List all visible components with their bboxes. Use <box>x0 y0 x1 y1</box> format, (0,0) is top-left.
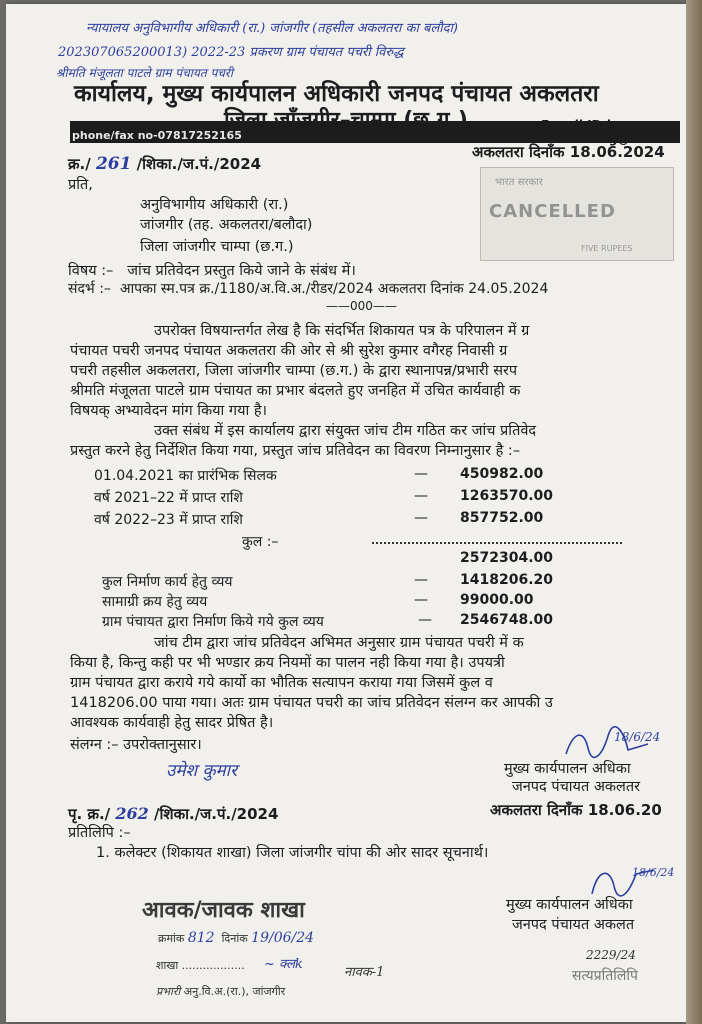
ledger-dash: — <box>414 592 428 608</box>
reference-line: संदर्भ :– आपका स्म.पत्र क्र./1180/अ.वि.अ./रीडर/2024 अकलतरा दिनांक 24.05.2024 <box>68 281 549 297</box>
para1-line: पंचायत पचरी जनपद पंचायत अकलतरा की ओर से श्री सुरेश कुमार वगैरह निवासी ग्र <box>70 343 508 359</box>
ledger-dash: — <box>414 488 428 504</box>
phone-fax: phone/fax no-07817252165 <box>72 129 242 142</box>
ledger-expense-label: सामाग्री क्रय हेतु व्यय <box>102 594 208 610</box>
pratilipi-item: 1. कलेक्टर (शिकायत शाखा) जिला जांजगीर चांपा की ओर सादर सूचनार्थ। <box>96 845 489 861</box>
inward-footer: प्रभारी अनु.वि.अ.(रा.), जांजगीर <box>156 985 286 998</box>
para3-line: आवश्यक कार्यवाही हेतु सादर प्रेषित है। <box>70 715 274 731</box>
para2-line: उक्त संबंध में इस कार्यालय द्वारा संयुक्त जांच टीम गठित कर जांच प्रतिवेद <box>154 423 537 439</box>
handwritten-line-3: श्रीमति मंजूलता पाटले ग्राम पंचायत पचरी <box>56 66 233 80</box>
signature-2-date: 18/6/24 <box>632 866 675 879</box>
ledger-row-label: वर्ष 2021–22 में प्राप्त राशि <box>94 490 243 506</box>
para2-line: प्रस्तुत करने हेतु निर्देशित किया गया, प्रस्तुत जांच प्रतिवेदन का विवरण निम्नानुसार है :– <box>70 443 521 459</box>
letterhead-title-line1: कार्यालय, मुख्य कार्यपालन अधिकारी जनपद पंचायत अकलतरा <box>74 81 599 107</box>
para3-line: ग्राम पंचायत द्वारा कराये गये कार्यो का भौतिक सत्यापन कराया गया जिसमें कुल व <box>70 675 493 691</box>
letter-number: क्र./ 261 /शिका./ज.पं./2024 <box>68 154 262 174</box>
para3-line: 1418206.00 पाया गया। अतः ग्राम पंचायत पचरी का जांच प्रतिवेदन संलग्न कर आपकी उ <box>70 695 553 711</box>
ledger-row-label: वर्ष 2022–23 में प्राप्त राशि <box>94 512 243 528</box>
copy-date: अकलतरा दिनाँक 18.06.20 <box>490 801 662 819</box>
para3-line: जांच टीम द्वारा जांच प्रतिवेदन अभिमत अनुसार ग्राम पंचायत पचरी में क <box>154 635 524 651</box>
ledger-expense-amount: 99000.00 <box>460 592 534 608</box>
inward-kramank: क्रमांक 812 दिनांक 19/06/24 <box>158 930 315 946</box>
subject-line: विषय :– जांच प्रतिवेदन प्रस्तुत किये जाने के संबंध में। <box>68 263 356 279</box>
ledger-expense-label: कुल निर्माण कार्य हेतु व्यय <box>102 574 233 590</box>
pratilipi-label: प्रतिलिपि :– <box>68 825 131 841</box>
para1-line: पचरी तहसील अकलतरा, जिला जांजगीर चाम्पा (छ.ग.) के द्वारा स्थानापन्न/प्रभारी सरप <box>70 363 518 379</box>
letter-date: अकलतरा दिनाँक 18.06.2024 <box>472 143 665 161</box>
inward-signature: ~ क्लk <box>264 957 303 972</box>
ledger-dash: — <box>414 572 428 588</box>
to-line-2: जांजगीर (तह. अकलतरा/बलौदा) <box>140 217 313 233</box>
ledger-row-label: 01.04.2021 का प्रारंभिक सिलक <box>94 468 277 484</box>
para1-line: विषयक् अभ्यावेदन मांग किया गया है। <box>70 403 268 419</box>
revenue-stamp: भारत सरकार CANCELLED FIVE RUPEES <box>480 167 674 261</box>
ledger-expense-amount: 1418206.20 <box>460 572 553 588</box>
signature-2-office: जनपद पंचायत अकलत <box>512 917 635 933</box>
ledger-dash: — <box>414 510 428 526</box>
ledger-total-label: कुल :– <box>242 534 279 550</box>
total-dotted-line <box>372 542 622 544</box>
para3-line: किया है, किन्तु कही पर भी भण्डार क्रय नियमों का पालन नही किया गया है। उपयत्री <box>70 655 505 671</box>
bottom-right-text: सत्यप्रतिलिपि <box>572 968 638 984</box>
inward-tag: नावक-1 <box>344 965 385 980</box>
signature-1-designation: मुख्य कार्यपालन अधिका <box>504 761 631 777</box>
ledger-total-amount: 2572304.00 <box>460 550 553 566</box>
signature-1-date: 18/6/24 <box>614 730 661 744</box>
attachment-label: संलग्न :– उपरोक्तानुसार। <box>70 737 202 753</box>
prati-label: प्रति, <box>68 177 93 193</box>
signature-1-office: जनपद पंचायत अकलतर <box>512 779 641 795</box>
letter-number-value: 261 <box>95 154 132 174</box>
inward-shakha: शाखा .................. <box>156 959 245 972</box>
ledger-row-amount: 857752.00 <box>460 510 544 526</box>
ledger-row-amount: 450982.00 <box>460 466 544 482</box>
para1-line: उपरोक्त विषयान्तर्गत लेख है कि संदर्भित शिकायत पत्र के परिपालन में ग्र <box>154 323 530 339</box>
to-line-1: अनुविभागीय अधिकारी (रा.) <box>140 197 289 213</box>
ledger-expense-amount: 2546748.00 <box>460 612 553 628</box>
table-surface-edge <box>686 0 702 1024</box>
inward-stamp-title: आवक/जावक शाखा <box>142 898 305 923</box>
ledger-dash: — <box>418 612 432 628</box>
handwritten-name: उमेश कुमार <box>166 761 238 781</box>
handwritten-line-2: 202307065200013) 2022-23 प्रकरण ग्राम पंचायत पचरी विरुद्ध <box>58 45 404 60</box>
to-line-3: जिला जांजगीर चाम्पा (छ.ग.) <box>140 239 294 255</box>
copy-number: पृ. क्र./ 262 /शिका./ज.पं./2024 <box>68 804 279 823</box>
bottom-right-number: 2229/24 <box>586 948 636 962</box>
document-page <box>6 4 686 1022</box>
para1-line: श्रीमति मंजूलता पाटले ग्राम पंचायत का प्रभार बंदलते हुए जनहित में उचित कार्यवाही क <box>70 383 521 399</box>
cancelled-mark: CANCELLED <box>489 201 616 222</box>
signature-2-designation: मुख्य कार्यपालन अधिका <box>506 897 633 913</box>
separator: ——000—— <box>326 299 397 313</box>
ledger-expense-label: ग्राम पंचायत द्वारा निर्माण किये गये कुल व्यय <box>102 614 324 630</box>
handwritten-line-1: न्यायालय अनुविभागीय अधिकारी (रा.) जांजगीर (तहसील अकलतरा का बलौदा) <box>86 21 458 36</box>
email-id: E-mail ID-jp-akaltara.cg@nic.i <box>541 118 658 146</box>
ledger-row-amount: 1263570.00 <box>460 488 553 504</box>
ledger-dash: — <box>414 466 428 482</box>
